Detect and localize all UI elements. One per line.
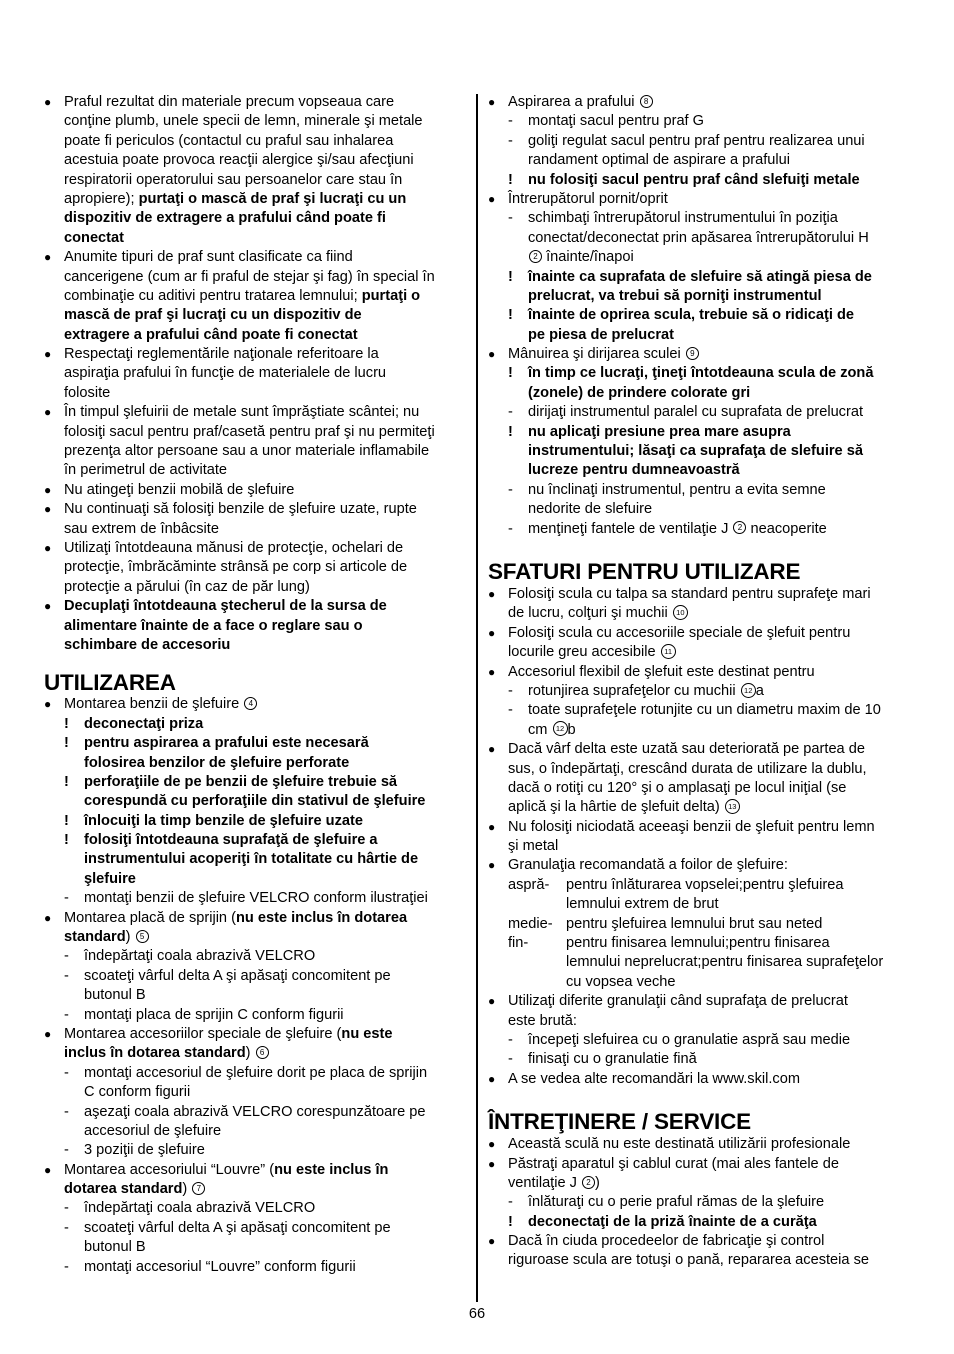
list-item: ● Dacă vârf delta este uzată sau deteriorată pe partea de (488, 741, 865, 758)
right-column: ● Aspirarea a prafului 8 - montaţi sacul pentru praf G - goliţi regulat sacul pentru praf pentru realizarea unui randament optimal de aspirare a prafului ! nu folosiţi sacul pentru praf când slefuiţi metale ● Întrerupătorul pornit/oprit - schimbaţi întrerupătorul instrumentului în poziţia conectat/deconectat prin apăsarea întrerupătorului H 2 înainte/înapoi ! înainte ca suprafata de slefuire să atingă piesa de prelucrat, va trebui să porniţi instrumentul ! înainte de oprirea scula, trebuie să o ridicaţi de pe piesa de prelucrat ● Mânuirea şi dirijarea sculei 9 ! în timp ce lucraţi, ţineţi întotdeauna scula de zonă (zonele) de prindere colorate gri - dirijaţi instrumentul paralel cu suprafata de prelucrat ! nu aplicaţi presiune prea mare asupra instrumentului; lăsaţi ca suprafaţa de slefuire să lucreze pentru dumneavoastră - nu înclinaţi instrumentul, pentru a evita semne nedorite de slefuire - menţineţi fantele de ventilaţie J 2 neacoperite SFATURI PENTRU UTILIZARE ● Folosiţi scula cu talpa sa standard pentru suprafeţe mari de lucru, colţuri şi muchii 10 ● Folosiţi scula cu accesoriile speciale de şlefuit pentru locurile greu accesibile 11 ● Accesoriul flexibil de şlefuit este destinat pentru - rotunjirea suprafeţelor cu muchii 12 a - toate suprafeţele rotunjite cu un diametru maxim de 10 cm 12 b ● Dacă vârf delta este uzată sau deteriorată pe partea de sus, o îndepărtaţi, crescând durata de utilizare la dublu, dacă o rotiţi cu 120° şi o amplasaţi pe locul iniţial (se aplică şi la hârtie de şlefuit delta) 13 ● Nu folosiţi niciodată aceeaşi benzii de şlefuit pentru lemn şi metal ● Granulaţia recomandată a foilor de şlefuire: aspră- pentru înlăturarea vopselei;pentru şlefuirea lemnului extrem de brut medie- pentru şlefuirea lemnului brut sau neted fin- pentru finisarea lemnului;pentru finisarea lemnului neprelucrat;pentru finisarea suprafeţelor cu vopsea veche ● Utilizaţi diferite granulaţii când suprafaţa de prelucrat este brută: - începeţi slefuirea cu o granulatie aspră sau medie - finisaţi cu o granulatie fină ● A se vedea alte recomandări la www.skil.com ÎNTREŢINERE / SERVICE ● Această sculă nu este destinată utilizării profesionale ● Păstraţi aparatul şi cablul curat (mai ales fantele de ventilaţie J 2 ) - înlăturaţi cu o perie praful rămas de la şlefuire ! deconectaţi de la priză înainte de a curăţa ● Dacă în ciuda procedeelor de fabricaţie şi control riguroase scula are totuşi o pană, repararea acesteia se (488, 93, 912, 1271)
section-heading-utilizarea: UTILIZAREA (44, 670, 176, 696)
dash-item: - montaţi placa de sprijin C conform figurii (64, 1006, 344, 1023)
dash-item: - începeţi slefuirea cu o granulatie aspră sau medie (508, 1031, 851, 1048)
list-item: ● În timpul şlefuirii de metale sunt împrăştiate scântei; nu (44, 404, 420, 421)
figure-ref-icon: 10 (673, 605, 688, 620)
dash-item: - montaţi accesoriul “Louvre” conform figurii (64, 1258, 356, 1275)
list-item: ● Întrerupătorul pornit/oprit (488, 190, 668, 207)
warning-item: ! folosiţi întotdeauna suprafaţă de şlefuire a (64, 832, 378, 849)
grit-row: fin- pentru finisarea lemnului;pentru finisarea (508, 935, 830, 952)
section-heading-intretinere: ÎNTREŢINERE / SERVICE (488, 1109, 751, 1135)
list-item: ● Decuplaţi întotdeauna ştecherul de la sursa de (44, 598, 387, 615)
column-divider (476, 94, 478, 1302)
list-item: ● Granulaţia recomandată a foilor de şlefuire: (488, 857, 788, 874)
list-item: ● Montarea placă de sprijin (nu este inclus în dotarea (44, 909, 408, 926)
list-item: ● Mânuirea şi dirijarea sculei 9 (488, 345, 912, 364)
grit-row: cu vopsea veche (566, 973, 676, 990)
list-item: ● Aspirarea a prafului 8 (488, 93, 912, 112)
list-item: ● Dacă în ciuda procedeelor de fabricaţie şi control (488, 1233, 825, 1250)
list-item: ● Utilizaţi întotdeauna mănusi de protecţie, ochelari de (44, 539, 404, 556)
list-item: ● Montarea accesoriilor speciale de şlefuire (nu este (44, 1025, 393, 1042)
list-item: ● Utilizaţi diferite granulaţii când suprafaţa de prelucrat (488, 993, 848, 1010)
dash-item: - schimbaţi întrerupătorul instrumentului în poziţia (508, 210, 838, 227)
list-item: ● Accesoriul flexibil de şlefuit este destinat pentru (488, 663, 815, 680)
figure-ref-icon: 6 (256, 1046, 269, 1059)
dash-item: - montaţi sacul pentru praf G (508, 113, 705, 130)
figure-ref-icon: 2 (582, 1176, 595, 1189)
dash-item: - montaţi accesoriul de şlefuire dorit pe placa de sprijin (64, 1064, 428, 1081)
dash-item: - toate suprafeţele rotunjite cu un diametru maxim de 10 (508, 702, 881, 719)
warning-item: ! nu folosiţi sacul pentru praf când slefuiţi metale (508, 171, 860, 188)
list-item: ● Montarea benzii de şlefuire 4 (44, 695, 468, 714)
list-item: ● Folosiţi scula cu accesoriile speciale de şlefuit pentru (488, 624, 851, 641)
dash-item: - goliţi regulat sacul pentru praf pentru realizarea unui (508, 132, 865, 149)
grit-row: lemnului extrem de brut (566, 896, 719, 913)
section-heading-sfaturi: SFATURI PENTRU UTILIZARE (488, 558, 801, 584)
figure-ref-icon: 2 (529, 250, 542, 263)
page-number: 66 (468, 1306, 486, 1322)
list-item: ● Anumite tipuri de praf sunt clasificate ca fiind (44, 249, 353, 266)
dash-item: - menţineţi fantele de ventilaţie J 2 neacoperite (508, 520, 827, 537)
figure-ref-icon: 12 (553, 721, 568, 736)
list-item: ● Nu folosiţi niciodată aceeaşi benzii de şlefuit pentru lemn (488, 818, 875, 835)
dash-item: - aşezaţi coala abrazivă VELCRO corespunzătoare pe (64, 1103, 426, 1120)
list-item: ● Praful rezultat din materiale precum vopseaua care (44, 94, 395, 110)
dash-item: - 3 poziţii de şlefuire (64, 1142, 205, 1159)
dash-item: - rotunjirea suprafeţelor cu muchii 12 a (508, 682, 764, 699)
figure-ref-icon: 4 (244, 697, 257, 710)
grit-row: aspră- pentru înlăturarea vopselei;pentru şlefuirea (508, 876, 844, 893)
warning-item: ! nu aplicaţi presiune prea mare asupra (508, 423, 791, 440)
dash-item: - finisaţi cu o granulatie fină (508, 1051, 697, 1068)
list-item: ● Folosiţi scula cu talpa sa standard pentru suprafeţe mari (488, 585, 871, 602)
warning-item: ! înlocuiţi la timp benzile de şlefuire uzate (64, 812, 363, 829)
dash-item: - scoateţi vârful delta A şi apăsaţi concomitent pe (64, 1219, 391, 1236)
grit-row: lemnului neprelucrat;pentru finisarea suprafeţelor (566, 954, 884, 971)
warning-item: ! perforaţiile de pe benzii de şlefuire trebuie să (64, 773, 398, 790)
figure-ref-icon: 13 (725, 799, 740, 814)
list-item: ● Montarea accesoriului “Louvre” (nu este inclus în (44, 1161, 389, 1178)
left-column: ● Praful rezultat din materiale precum vopseaua care conţine plumb, unele specii de lemn, minerale şi metale poate fi periculos (contactul cu praful sau inhalarea acestuia poate provoca reacţii alergice şi/sau afecţiuni respiratorii operatorului sau persoanelor care stau în apropiere); purtaţi o mască de praf şi lucraţi cu un dispozitiv de extragere a prafului când poate fi conectat ● Anumite tipuri de praf sunt clasificate ca fiind cancerigene (cum ar fi praful de stejar şi fag) în special în combinaţie cu aditivi pentru tratarea lemnului; purtaţi o mască de praf şi lucraţi cu un dispozitiv de extragere a prafului când poate fi conectat ● Respectaţi reglementările naţionale referitoare la aspiraţia prafului în funcţie de materialele de lucru folosite ● În timpul şlefuirii de metale sunt împrăştiate scântei; nu folosiţi sacul pentru praf/casetă pentru praf şi nu permiteţi prezenţa altor persoane sau a unor materiale inflamabile în perimetrul de activitate ● Nu atingeţi benzii mobilă de şlefuire ● Nu continuaţi să folosiţi benzile de şlefuire uzate, rupte sau extrem de înbâcsite ● Utilizaţi întotdeauna mănusi de protecţie, ochelari de protecţie, îmbrăcăminte strânsă pe corp si articole de protecţie a părului (în caz de păr lung) ● Decuplaţi întotdeauna ştecherul de la sursa de alimentare înainte de a face o reglare sau o schimbare de accesoriu UTILIZAREA ● Montarea benzii de şlefuire 4 ! deconectaţi priza ! pentru aspirarea a prafului este necesară folosirea benzilor de şlefuire perforate ! perforaţiile de pe benzii de şlefuire trebuie să corespundă cu perforaţiile din stativul de şlefuire ! înlocuiţi la timp benzile de şlefuire uzate ! folosiţi întotdeauna suprafaţă de şlefuire a instrumentului acoperiţi în totalitate cu hârtie de şlefuire - montaţi benzii de şlefuire VELCRO conform ilustraţiei ● Montarea placă de sprijin (nu este inclus în dotarea standard) 5 - îndepărtaţi coala abrazivă VELCRO - scoateţi vârful delta A şi apăsaţi concomitent pe butonul B - montaţi placa de sprijin C conform figurii ● Montarea accesoriilor speciale de şlefuire (nu este inclus în dotarea standard) 6 - montaţi accesoriul de şlefuire dorit pe placa de sprijin C conform figurii - aşezaţi coala abrazivă VELCRO corespunzătoare pe accesoriul de şlefuire - 3 poziţii de şlefuire ● Montarea accesoriului “Louvre” (nu este inclus în dotarea standard) 7 - îndepărtaţi coala abrazivă VELCRO - scoateţi vârful delta A şi apăsaţi concomitent pe butonul B - montaţi accesoriul “Louvre” conform figurii (44, 93, 468, 1277)
figure-ref-icon: 9 (686, 347, 699, 360)
list-item: ● Nu continuaţi să folosiţi benzile de şlefuire uzate, rupte (44, 501, 417, 518)
figure-ref-icon: 2 (733, 521, 746, 534)
figure-ref-icon: 7 (192, 1182, 205, 1195)
list-item: ● Această sculă nu este destinată utilizării profesionale (488, 1136, 851, 1153)
warning-item: ! înainte ca suprafata de slefuire să atingă piesa de (508, 268, 872, 285)
warning-item: ! deconectaţi priza (64, 715, 204, 732)
warning-item: ! deconectaţi de la priză înainte de a curăţa (508, 1213, 817, 1230)
list-item: ● A se vedea alte recomandări la www.skil.com (488, 1070, 801, 1087)
dash-item: - dirijaţi instrumentul paralel cu suprafata de prelucrat (508, 404, 864, 421)
dash-item: - nu înclinaţi instrumentul, pentru a evita semne (508, 481, 826, 498)
dash-item: - montaţi benzii de şlefuire VELCRO conform ilustraţiei (64, 890, 428, 907)
list-item: ● Respectaţi reglementările naţionale referitoare la (44, 346, 379, 363)
list-item: ● Păstraţi aparatul şi cablul curat (mai ales fantele de (488, 1155, 839, 1172)
dash-item: - îndepărtaţi coala abrazivă VELCRO (64, 948, 316, 965)
list-item: ● Nu atingeţi benzii mobilă de şlefuire (44, 481, 295, 498)
warning-item: ! înainte de oprirea scula, trebuie să o ridicaţi de (508, 307, 855, 324)
warning-item: ! în timp ce lucraţi, ţineţi întotdeauna scula de zonă (508, 365, 874, 382)
dash-item: - înlăturaţi cu o perie praful rămas de la şlefuire (508, 1194, 825, 1211)
warning-item: ! pentru aspirarea a prafului este necesară (64, 735, 369, 752)
figure-ref-icon: 5 (136, 930, 149, 943)
figure-ref-icon: 11 (661, 644, 676, 659)
grit-row: medie- pentru şlefuirea lemnului brut sau neted (508, 915, 823, 932)
figure-ref-icon: 8 (640, 95, 653, 108)
dash-item: - scoateţi vârful delta A şi apăsaţi concomitent pe (64, 967, 391, 984)
dash-item: - îndepărtaţi coala abrazivă VELCRO (64, 1200, 316, 1217)
figure-ref-icon: 12 (741, 683, 756, 698)
